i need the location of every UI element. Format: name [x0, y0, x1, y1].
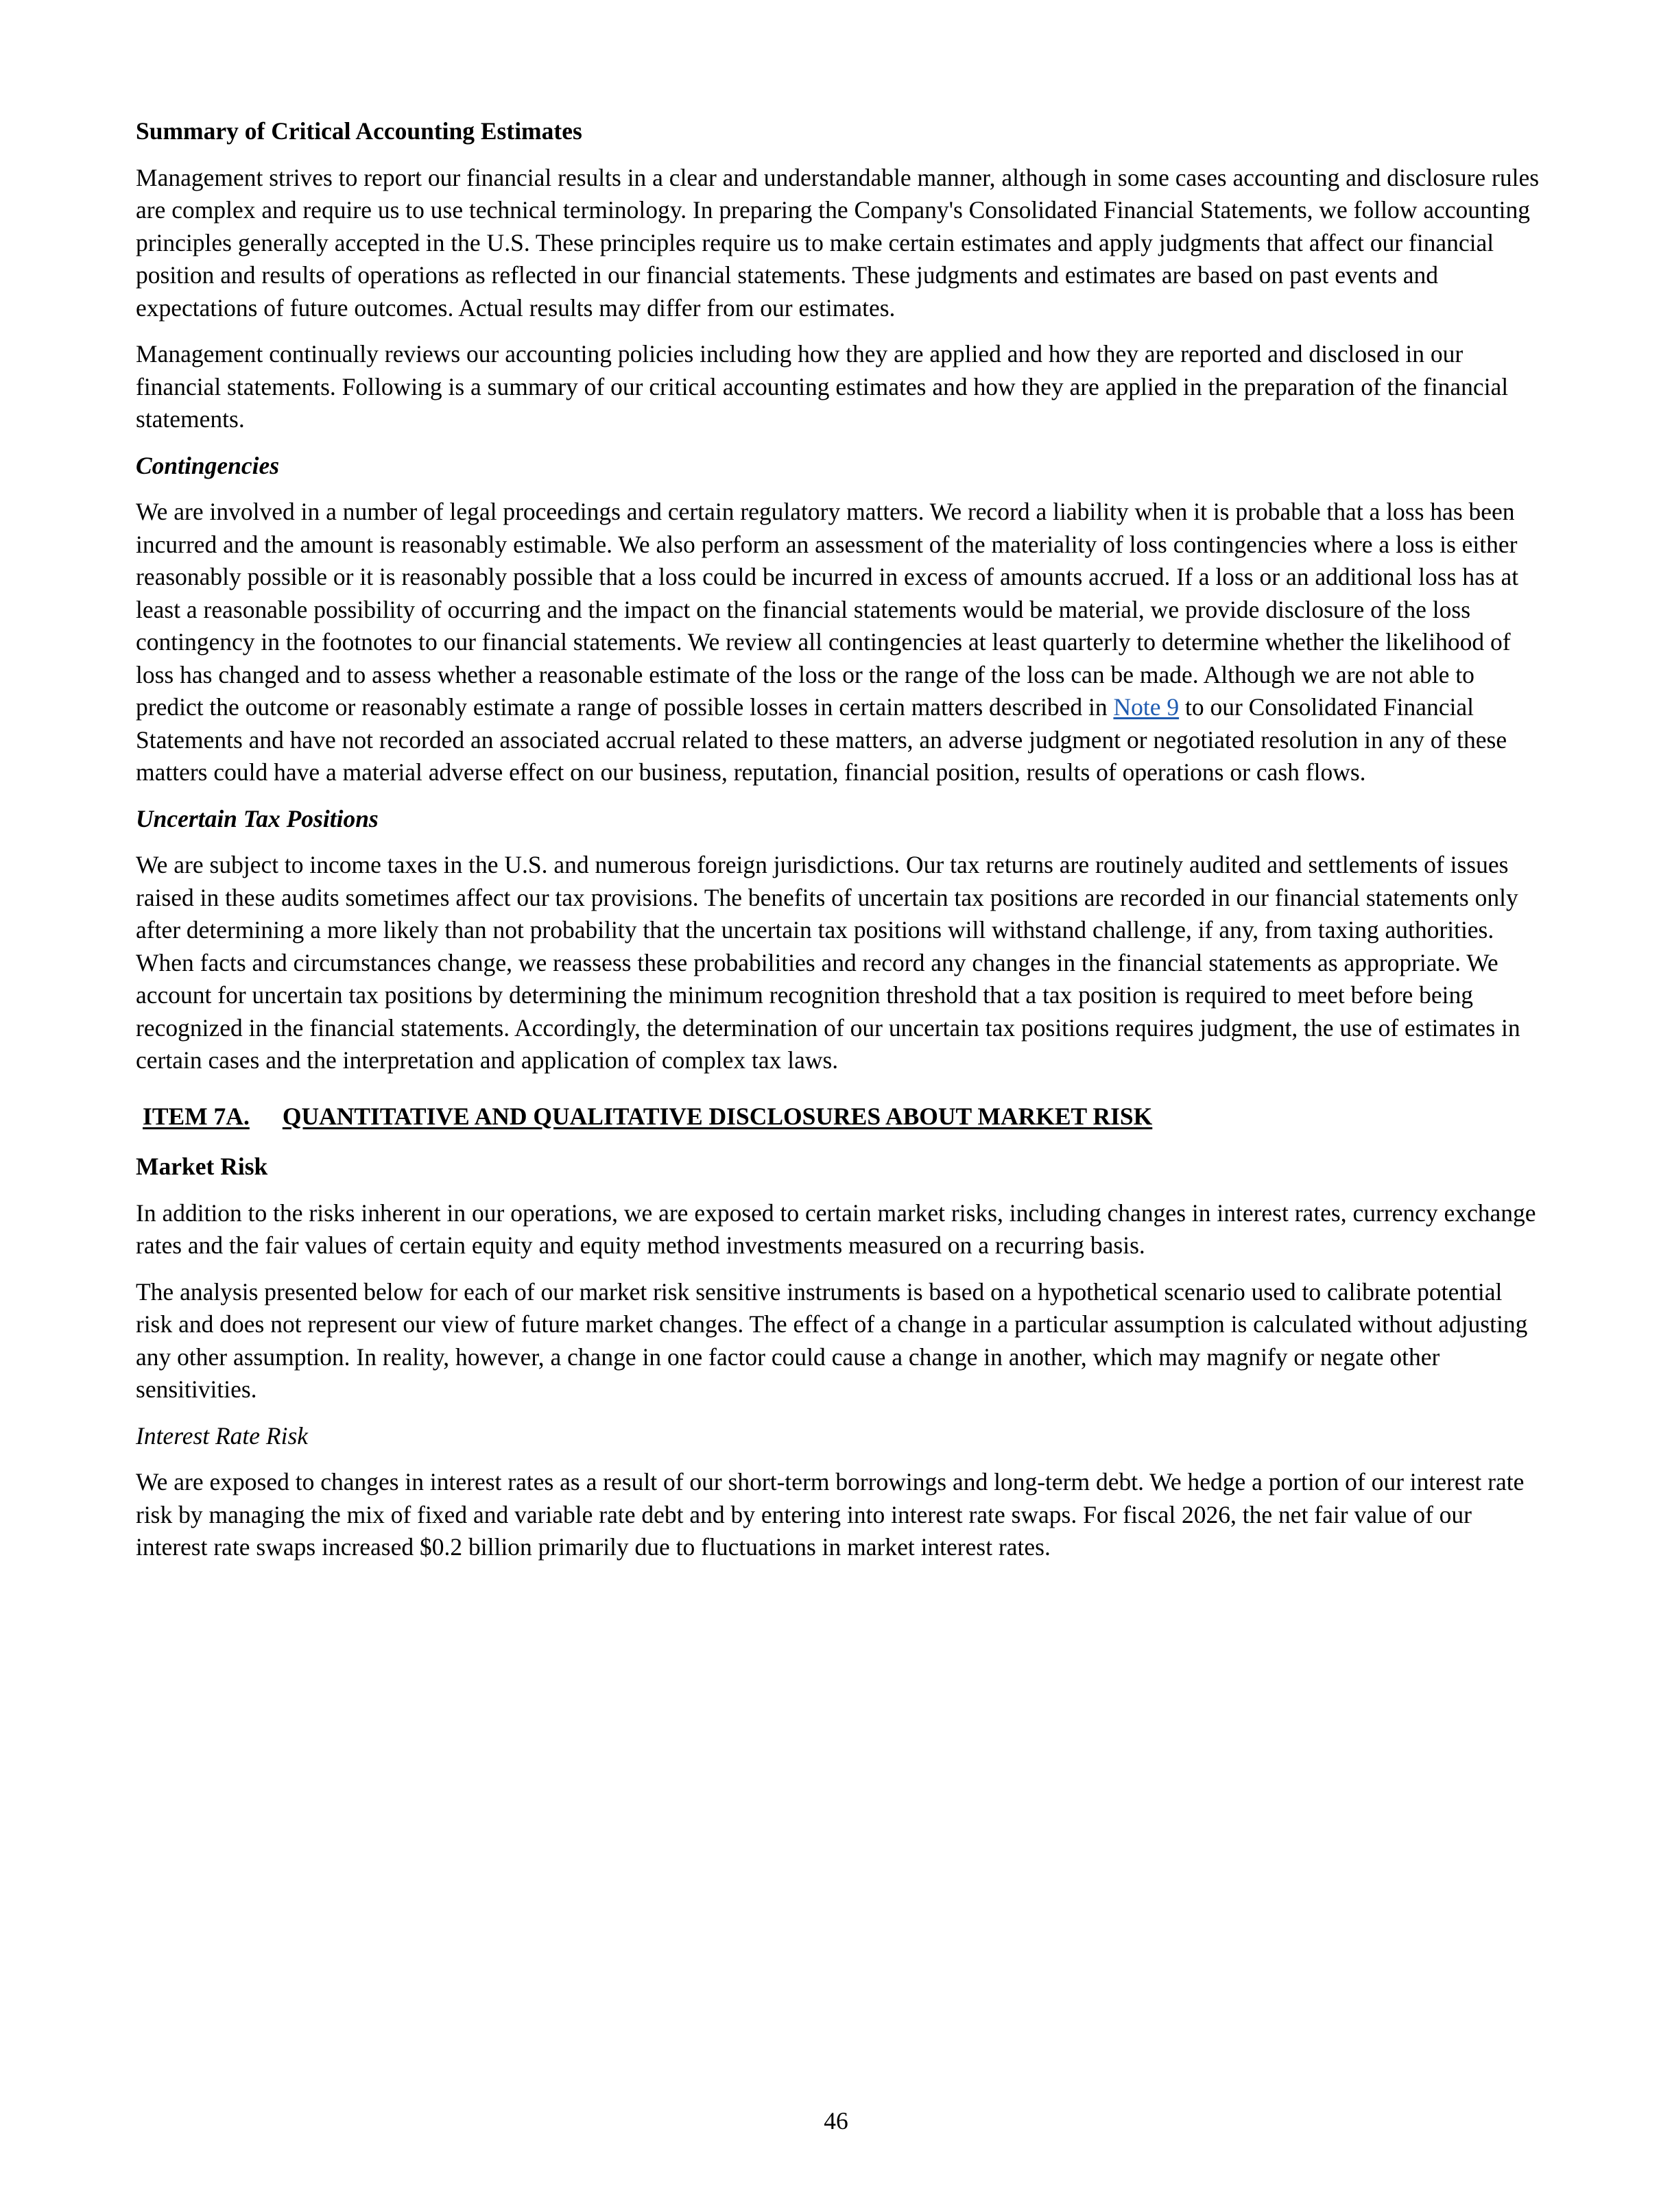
summary-heading: Summary of Critical Accounting Estimates [136, 117, 582, 145]
uncertain-tax-heading: Uncertain Tax Positions [136, 804, 379, 832]
market-risk-paragraph-1: In addition to the risks inherent in our operations, we are exposed to certain market risks, including changes in interest rates, currency exchange rates and the fair values of certain equity and equity method investments measured on a recurring basis. [136, 1199, 1536, 1259]
market-risk-heading: Market Risk [136, 1153, 268, 1180]
item-7a-heading [143, 1101, 1542, 1133]
summary-paragraph-2: Management continually reviews our accounting policies including how they are applied and how they are reported and disclosed in our financial statements. Following is a summary of our critical accounting estimates and how they are applied in the preparation of the financial statements. [136, 340, 1509, 433]
interest-rate-risk-heading: Interest Rate Risk [136, 1421, 309, 1450]
note-9-link[interactable]: Note 9 [1113, 693, 1180, 721]
contingencies-text-before-link: We are involved in a number of legal proceedings and certain regulatory matters. We record a liability when it is probable that a loss has been incurred and the amount is reasonably estimable. We also perform an assessment of the materiality of loss contingencies where a loss is either reasonably possible or it is reasonably possible that a loss could be incurred in excess of amounts accrued. If a loss or an additional loss has at least a reasonable possibility of occurring and the impact on the financial statements would be material, we provide disclosure of the loss contingency in the footnotes to our financial statements. We review all contingencies at least quarterly to determine whether the likelihood of loss has changed and to assess whether a reasonable estimate of the loss or the range of the loss can be made. Although we are not able to predict the outcome or reasonably estimate a range of possible losses in certain matters described in [136, 498, 1519, 721]
item-7a-title: QUANTITATIVE AND QUALITATIVE DISCLOSURES ABOUT MARKET RISK [282, 1102, 1153, 1130]
interest-rate-risk-paragraph: We are exposed to changes in interest rates as a result of our short-term borrowings and long-term debt. We hedge a portion of our interest rate risk by managing the mix of fixed and variable rate debt and by entering into interest rate swaps. For fiscal 2026, the net fair value of our interest rate swaps increased $0.2 billion primarily due to fluctuations in market interest rates. [136, 1468, 1525, 1561]
summary-paragraph-1: Management strives to report our financial results in a clear and understandable manner, although in some cases accounting and disclosure rules are complex and require us to use technical terminology. In preparing the Company's Consolidated Financial Statements, we follow accounting principles generally accepted in the U.S. These principles require us to make certain estimates and apply judgments that affect our financial position and results of operations as reflected in our financial statements. These judgments and estimates are based on past events and expectations of future outcomes. Actual results may differ from our estimates. [136, 163, 1540, 322]
uncertain-tax-paragraph: We are subject to income taxes in the U.S. and numerous foreign jurisdictions. Our tax returns are routinely audited and settlements of issues raised in these audits sometimes affect our tax provisions. The benefits of uncertain tax positions are recorded in our financial statements only after determining a more likely than not probability that the uncertain tax positions will withstand challenge, if any, from taxing authorities. When facts and circumstances change, we reassess these probabilities and record any changes in the financial statements as appropriate. We account for uncertain tax positions by determining the minimum recognition threshold that a tax position is required to meet before being recognized in the financial statements. Accordingly, the determination of our uncertain tax positions requires judgment, the use of estimates in certain cases and the interpretation and application of complex tax laws. [136, 851, 1520, 1074]
document-body [136, 115, 1542, 1578]
contingencies-text-after-link: to our Consolidated Financial Statements and have not recorded an associated accrual related to these matters, an adverse judgment or negotiated resolution in any of these matters could have a material adverse effect on our business, reputation, financial position, results of operations or cash flows. [136, 693, 1507, 786]
contingencies-heading: Contingencies [136, 451, 280, 479]
page-number: 46 [824, 2107, 848, 2135]
contingencies-paragraph [136, 496, 1542, 789]
market-risk-paragraph-2: The analysis presented below for each of our market risk sensitive instruments is based on a hypothetical scenario used to calibrate potential risk and does not represent our view of future market changes. The effect of a change in a particular assumption is calculated without adjusting any other assumption. In reality, however, a change in one factor could cause a change in another, which may magnify or negate other sensitivities. [136, 1277, 1528, 1403]
item-7a-number: ITEM 7A. [143, 1102, 250, 1130]
